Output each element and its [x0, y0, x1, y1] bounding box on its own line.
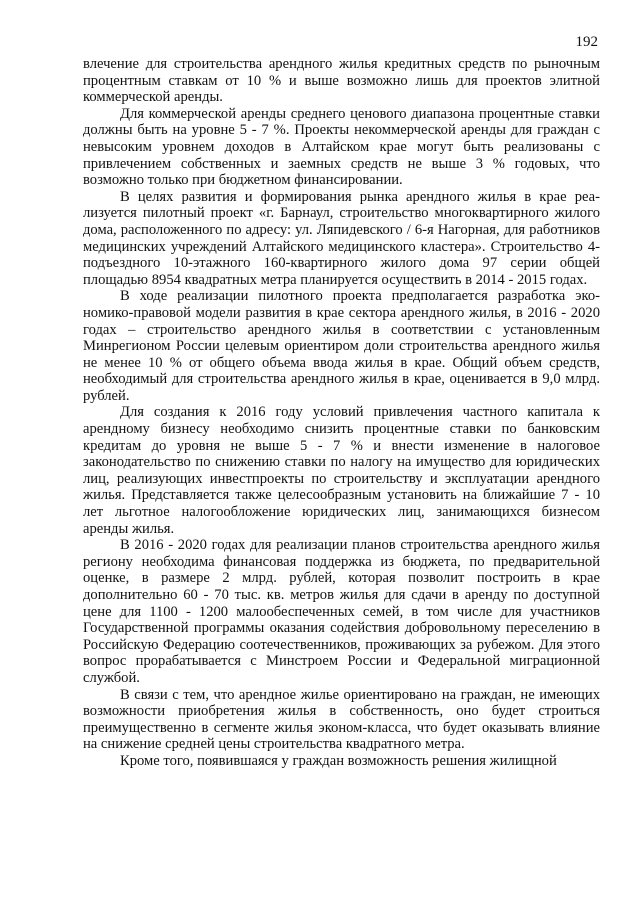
paragraph-continued: влечение для строительства арендного жилья кредитных средств по рыночным процентным ставкам от 10 % и выше возможно лишь для проектов элитной коммерческой аренды.: [83, 56, 600, 106]
paragraph-final: Кроме того, появившаяся у граждан возможность решения жилищной: [120, 752, 557, 769]
paragraph-economy-class: В связи с тем, что арендное жилье ориентировано на граждан, не имеющих возможности приобретения жилья в собственность, оно будет строиться преимущественно в сегменте жилья эконом-класса, что будет оказывать влияние на снижение средней цены строительства квадратного метра.: [83, 686, 600, 753]
body-text: [83, 56, 600, 770]
paragraph-economic-model: В ходе реализации пилотного проекта предполагается разработка экономико-правовой модели развития в крае сектора арендного жилья, в 2016 - 2020 годах – строительство арендного жилья в соответствии с установленным Минрегионом России целевым ориентиром доли строительства арендного жилья не менее 10 % от общего объема ввода жилья в крае. Общий объем средств, необходимый для строительства арендного жилья в крае, оценивается в 9,0 млрд. рублей.: [83, 288, 600, 404]
paragraph-pilot-project: В целях развития и формирования рынка арендного жилья в крае реализуется пилотный проект «г. Барнаул, строительство многоквартирного жилого дома, расположенного по адресу: ул. Ляпидевского / 6-я Нагорная, для работников медицинских учреждений Алтайского медицинского кластера». Строительство 4-подъездного 10-этажного 160-квартирного жилого дома 97 серии общей площадью 8954 квадратных метра планируется осуществить в 2014 - 2015 годах.: [83, 188, 600, 288]
page-number: 192: [575, 34, 598, 50]
paragraph-interest-rates: Для коммерческой аренды среднего ценового диапазона процентные ставки должны быть на уровне 5 - 7 %. Проекты некоммерческой аренды для граждан с невысоким уровнем доходов в Алтайском крае могут быть реализованы с привлечением собственных и заемных средств не выше 3 % годовых, что возможно только при бюджетном финансировании.: [83, 105, 600, 189]
paragraph-budget-support: В 2016 - 2020 годах для реализации планов строительства арендного жилья региону необходима финансовая поддержка из бюджета, по предварительной оценке, в размере 2 млрд. рублей, которая позволит построить в крае дополнительно 60 - 70 тыс. кв. метров жилья для сдачи в аренду по доступной цене для 1100 - 1200 малообеспеченных семей, в том числе для участников Государственной программы оказания содействия добровольному переселению в Российскую Федерацию соотечественников, проживающих за рубежом. Для этого вопрос прорабатывается с Минстроем России и Федеральной миграционной службой.: [83, 537, 600, 686]
paragraph-private-capital: Для создания к 2016 году условий привлечения частного капитала к арендному бизнесу необходимо снизить процентные ставки по банковским кредитам до уровня не выше 5 - 7 % и внести изменение в налоговое законодательство по снижению ставки по налогу на имущество для юридических лиц, реализующих инвестпроекты по строительству и эксплуатации арендного жилья. Представляется также целесообразным установить на ближайшие 7 - 10 лет льготное налогообложение юридических лиц, занимающихся бизнесом аренды жилья.: [83, 404, 600, 537]
